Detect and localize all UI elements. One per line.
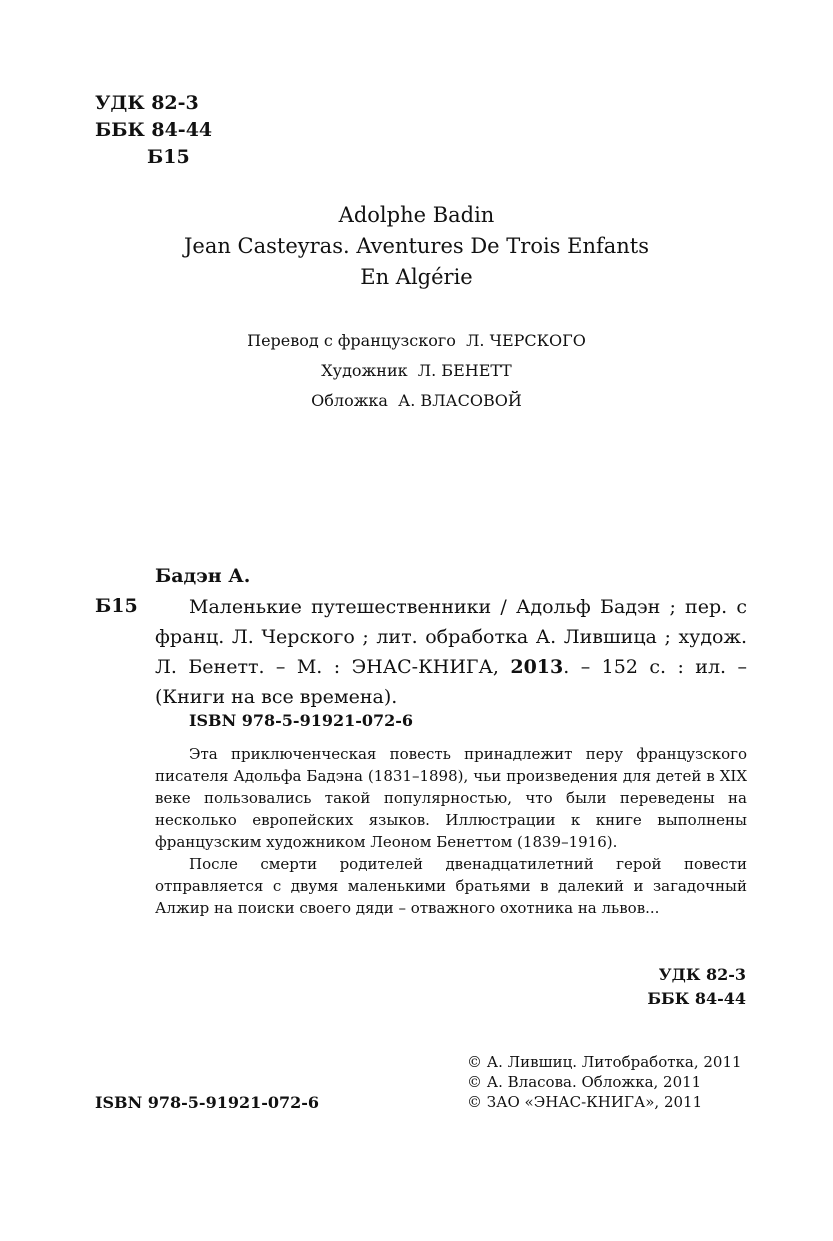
classification-codes-right: [647, 963, 746, 1011]
annotation-paragraph-2: После смерти родителей двенадцатилетний герой повести отправляется с двумя маленькими братьями в далекий и загадочный Алжир на поиски своего дяди – отважного охотника на львов...: [155, 855, 747, 917]
annotation-paragraph-1: Эта приключенческая повесть принадлежит перу французского писателя Адольфа Бадэна (1831–1898), чьи произведения для детей в XIX веке пользовались такой популярностью, что были переведены на несколько европейских языков. Иллюстрации к книге выполнены французским художником Леоном Бенеттом (1839–1916).: [155, 745, 747, 851]
publication-year: 2013: [510, 656, 564, 678]
original-author: Adolphe Badin: [338, 203, 495, 227]
bibliographic-text: [155, 592, 747, 712]
classification-codes: [95, 90, 212, 171]
description-before-year: Маленькие путешественники / Адольф Бадэн ; пер. с франц. Л. Черского ; лит. обработка А. Лившица ; худож. Л. Бенетт. – М. : ЭНАС-КНИГА,: [155, 596, 747, 678]
udk-code-right: УДК 82-3: [658, 965, 746, 984]
translation-credit: [0, 326, 833, 356]
artist-credit: [0, 356, 833, 386]
original-title-line-1: Jean Casteyras. Aventures De Trois Enfants: [183, 234, 650, 258]
cover-credit: [0, 386, 833, 416]
credits-block: [0, 326, 833, 416]
author-mark: Б15: [147, 146, 190, 168]
copyright-block: [467, 1052, 742, 1112]
artist-label: Художник: [321, 361, 408, 380]
catalog-isbn: ISBN 978-5-91921-072-6: [189, 711, 414, 730]
catalog-author-heading: Бадэн А.: [155, 565, 251, 587]
original-title-line-2: En Algérie: [360, 265, 473, 289]
isbn-bottom: ISBN 978-5-91921-072-6: [95, 1093, 320, 1112]
annotation: [155, 743, 747, 919]
udk-code: УДК 82-3: [95, 92, 199, 114]
copyright-line: © А. Лившиц. Литобработка, 2011: [467, 1053, 742, 1071]
bbk-code-right: ББК 84-44: [647, 989, 746, 1008]
bbk-code: ББК 84-44: [95, 119, 213, 141]
cover-label: Обложка: [311, 391, 388, 410]
bibliographic-description: [155, 592, 747, 712]
artist-name: Л. БЕНЕТТ: [417, 361, 512, 380]
translator-name: Л. ЧЕРСКОГО: [466, 331, 586, 350]
copyright-line: © ЗАО «ЭНАС-КНИГА», 2011: [467, 1093, 703, 1111]
catalog-mark: Б15: [95, 595, 138, 617]
translation-label: Перевод с французского: [247, 331, 456, 350]
description-after-year: . – 152 с. : ил. – (Книги на все времена).: [155, 656, 747, 708]
original-title-block: [0, 200, 833, 293]
copyright-line: © А. Власова. Обложка, 2011: [467, 1073, 702, 1091]
cover-artist-name: А. ВЛАСОВОЙ: [398, 391, 522, 410]
